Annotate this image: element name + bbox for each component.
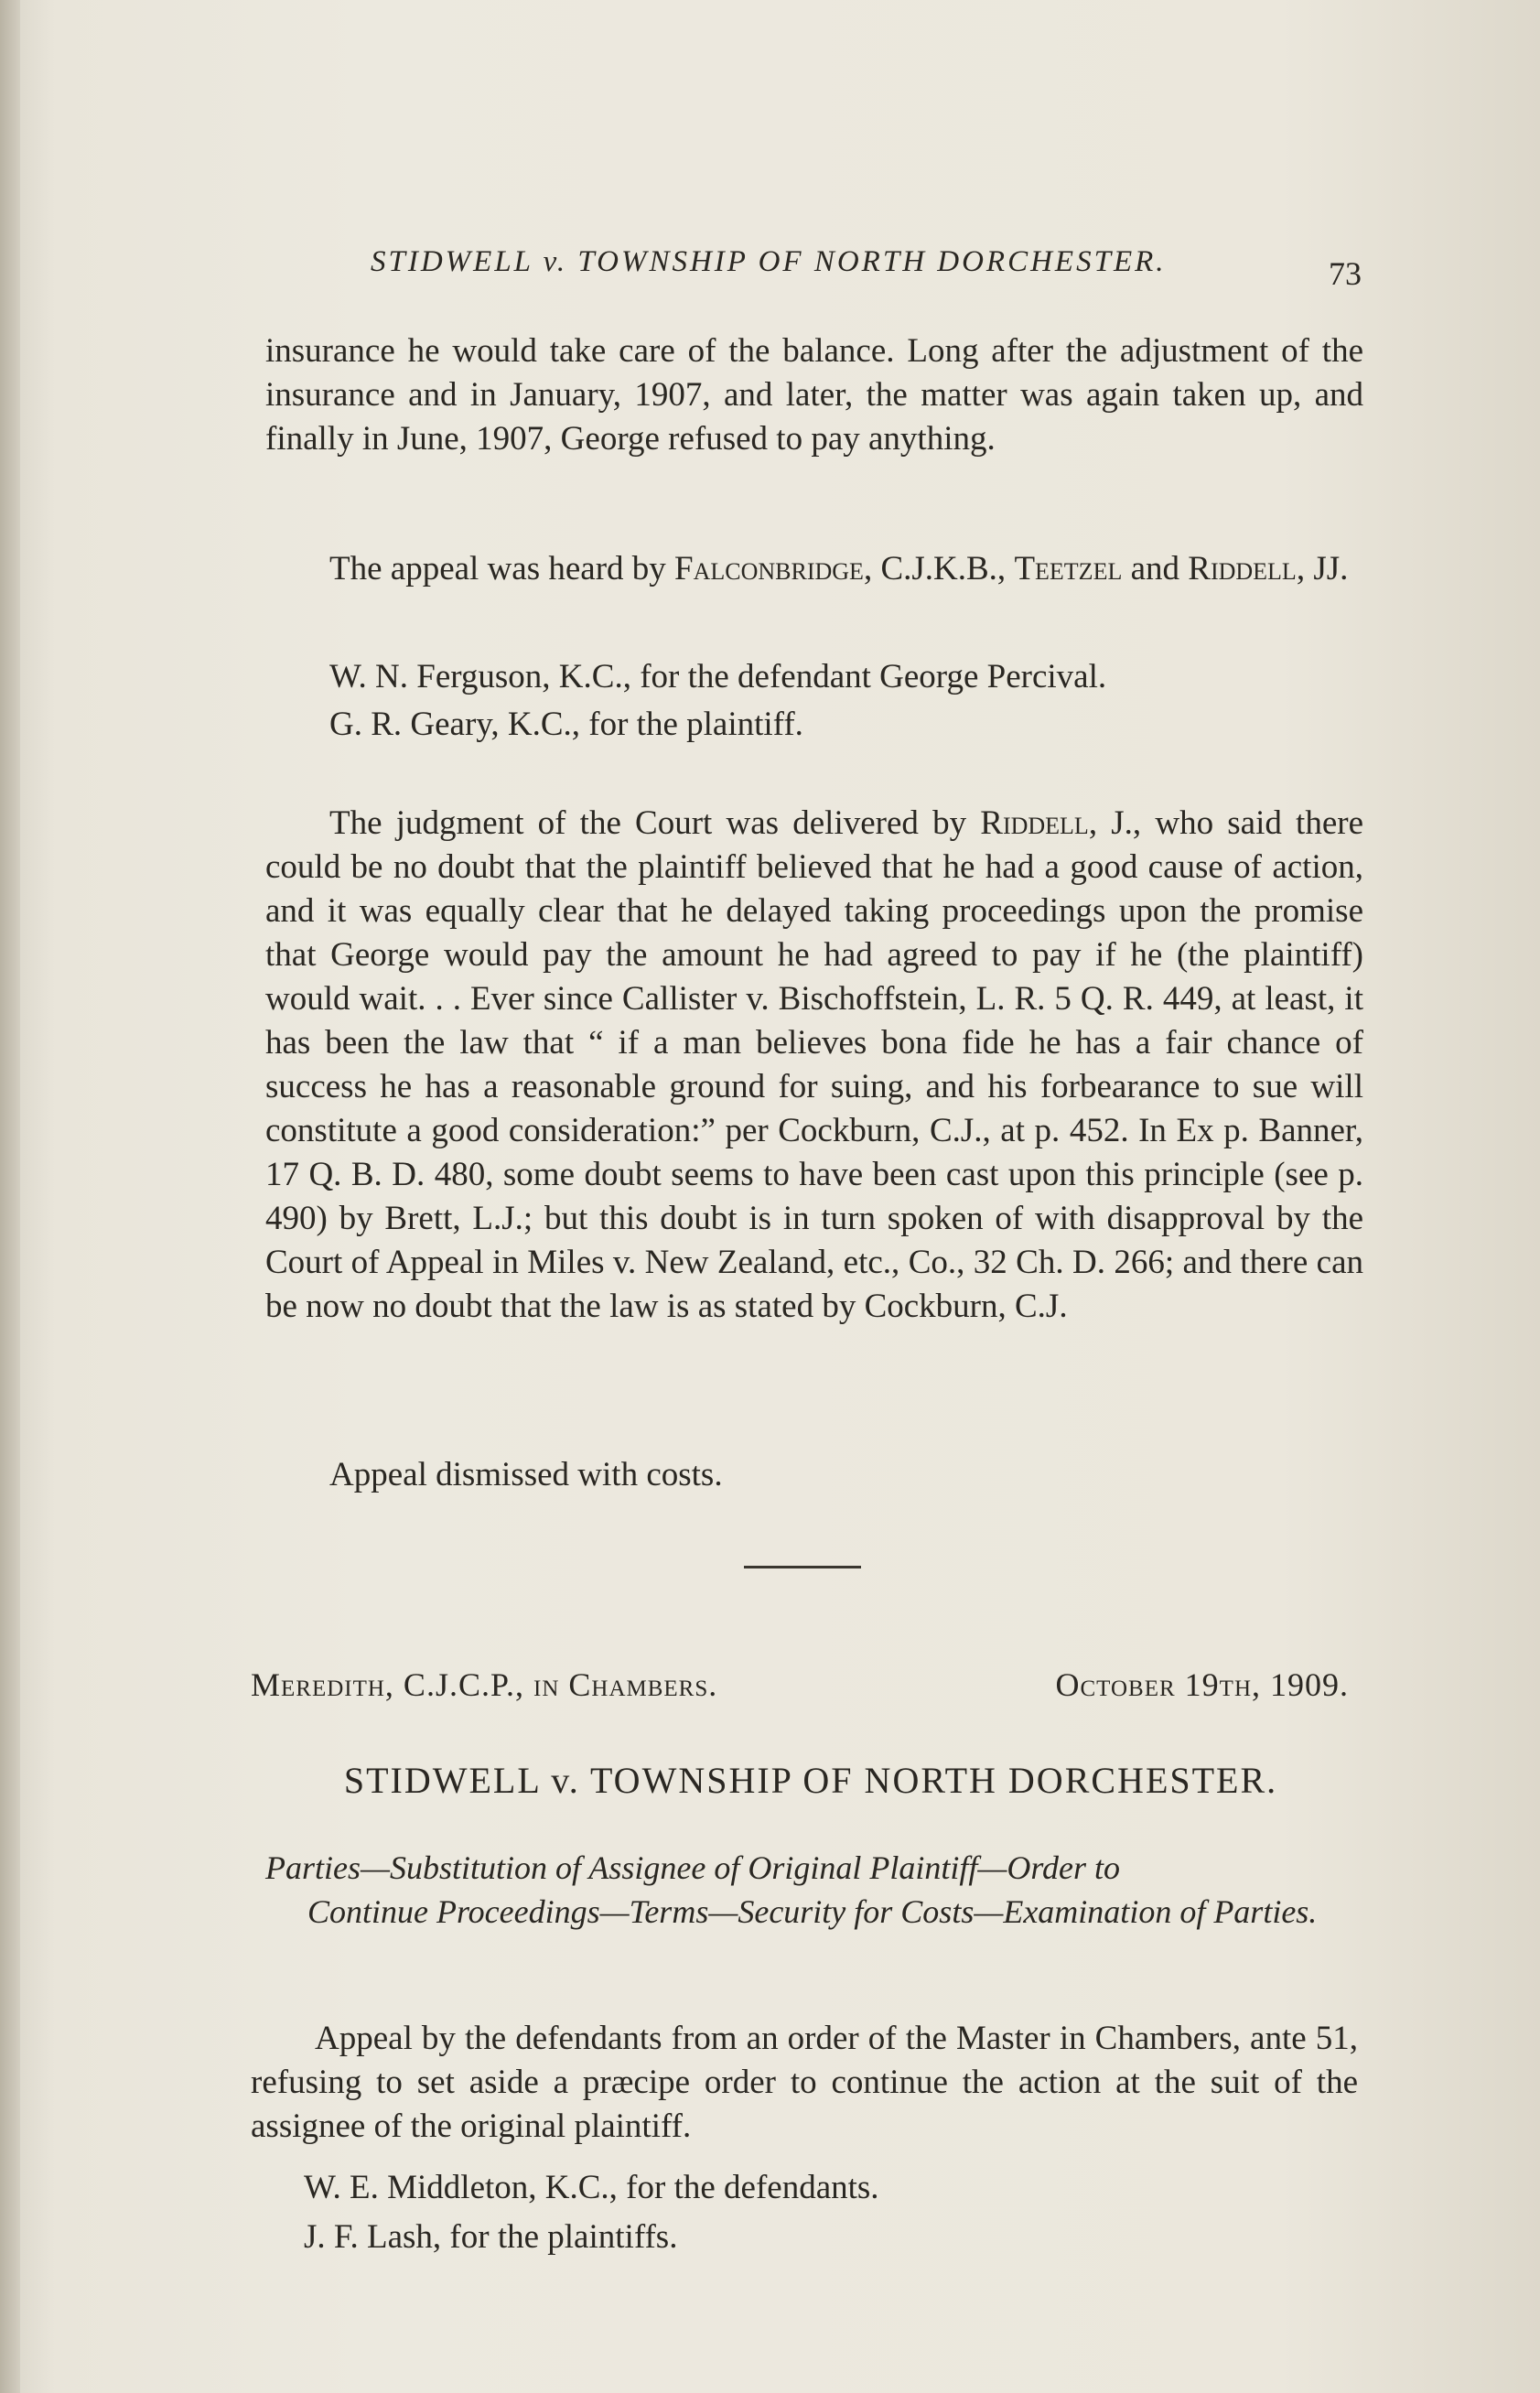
first-counsel-block xyxy=(265,655,1363,747)
headnote-first-line: Parties—Substitution of Assignee of Original Plaintiff—Order to xyxy=(265,1849,1121,1886)
page-number: 73 xyxy=(1329,255,1362,292)
heard-by-suffix: , JJ. xyxy=(1296,550,1349,587)
counsel-line-plaintiff: G. R. Geary, K.C., for the plaintiff. xyxy=(329,706,803,743)
section-divider xyxy=(744,1566,861,1568)
heard-by-paragraph xyxy=(265,547,1363,591)
judgment-lead: The judgment of the Court was delivered by xyxy=(329,804,981,842)
opening-paragraph: insurance he would take care of the balance. Long after the adjustment of the insurance and in January, 1907, and later, the matter was again taken up, and finally in June, 1907, George refused to pay anything. xyxy=(265,332,1363,458)
counsel-line-defendant: W. N. Ferguson, K.C., for the defendant George Percival. xyxy=(329,658,1107,695)
heard-by-after-first: , C.J.K.B., xyxy=(863,550,1015,587)
page-binding-shadow xyxy=(0,0,20,2393)
opening-paragraph-block xyxy=(265,329,1363,461)
second-counsel-block xyxy=(240,2166,1347,2259)
counsel-line-plaintiffs: J. F. Lash, for the plaintiffs. xyxy=(304,2218,678,2256)
decision-date: October 19th, 1909. xyxy=(1055,1666,1349,1703)
judgment-paragraph xyxy=(265,802,1363,1329)
appeal-paragraph: Appeal by the defendants from an order of the Master in Chambers, ante 51, refusing to set aside a præcipe order to continue the action at the suit of the assignee of the original plaintiff. xyxy=(251,2020,1358,2145)
heard-by-block xyxy=(265,547,1363,591)
running-head-title: STIDWELL v. TOWNSHIP OF NORTH DORCHESTER. xyxy=(371,245,1167,278)
judgment-text: , J., who said there could be no doubt that the plaintiff believed that he had a good cause of action, and it was equally clear that he delayed taking proceedings upon the promise that George would pay the amount he had agreed to pay if he (the plaintiff) would wait. . . Ever since Callister v. Bischoffstein, L. R. 5 Q. R. 449, at least, it has been the law that “ if a man believes bona fide he has a fair chance of success he has a reasonable ground for suing, and his forbearance to sue will constitute a good consideration:” per Cockburn, C.J., at p. 452. In Ex p. Banner, 17 Q. B. D. 480, some doubt seems to have been cast upon this principle (see p. 490) by Brett, L.J.; but this doubt is in turn spoken of with disapproval by the Court of Appeal in Miles v. New Zealand, etc., Co., 32 Ch. D. 266; and there can be now no doubt that the law is as stated by Cockburn, C.J. xyxy=(265,804,1363,1325)
disposition-block xyxy=(265,1453,1427,1497)
headnote-continuation: Continue Proceedings—Terms—Security for Costs—Examination of Parties. xyxy=(307,1893,1318,1930)
chambers-judge: Meredith, C.J.C.P., in Chambers. xyxy=(251,1666,718,1703)
counsel-line-defendants: W. E. Middleton, K.C., for the defendants. xyxy=(304,2169,879,2206)
judge-teetzel: Teetzel xyxy=(1014,550,1123,587)
judgment-block xyxy=(265,802,1363,1329)
appeal-block xyxy=(251,2017,1358,2149)
heard-by-prefix: The appeal was heard by xyxy=(329,550,675,587)
chambers-line xyxy=(251,1665,1349,1704)
case-title: STIDWELL v. TOWNSHIP OF NORTH DORCHESTER. xyxy=(343,1760,1278,1801)
judgment-judge: Riddell xyxy=(980,804,1089,842)
judge-falconbridge: Falconbridge xyxy=(674,550,864,587)
judge-riddell: Riddell xyxy=(1188,550,1297,587)
headnote xyxy=(265,1846,1354,1934)
heard-by-and: and xyxy=(1122,550,1189,587)
disposition: Appeal dismissed with costs. xyxy=(329,1456,723,1493)
